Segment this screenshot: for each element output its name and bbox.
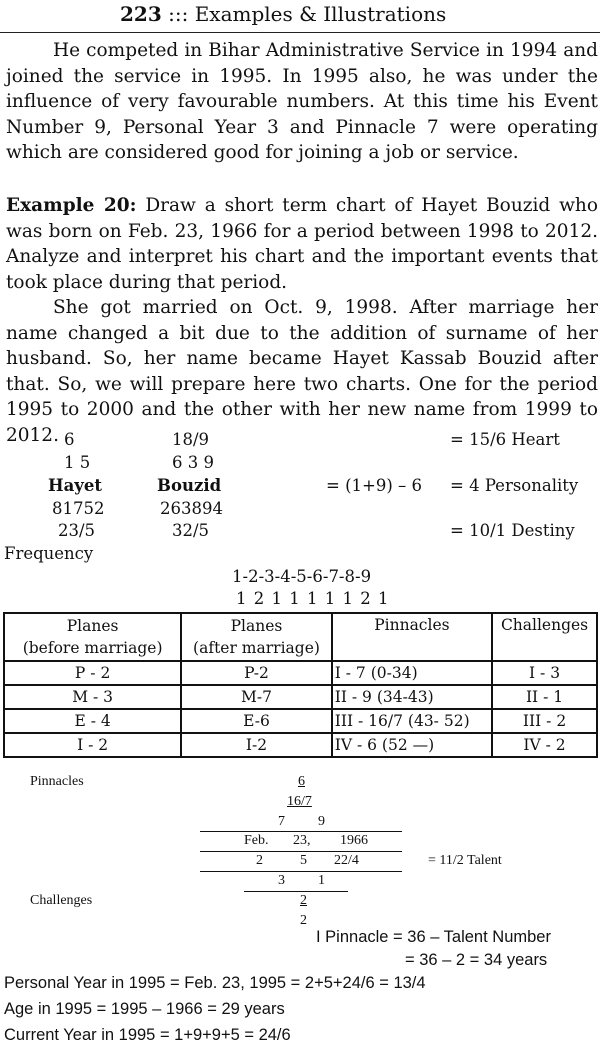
- paragraph-2-text: She got married on Oct. 9, 1998. After marriage her name changed a bit due to the addition of surname of her husband. So, her name became Hayet Kassab Bouzid after that. So, we will prepare here two charts. One for the period 1995 to 2000 and the other with her new name from 1999 to 2012.: [6, 297, 598, 446]
- heart-first: 6: [64, 430, 75, 449]
- paragraph-1: [6, 38, 598, 166]
- header-text: [120, 2, 446, 26]
- pinnacle-second: 16/7: [287, 794, 312, 809]
- table-cell: I - 7 (0-34): [332, 661, 492, 685]
- planes-table: [3, 612, 598, 758]
- digits-first: 81752: [52, 499, 105, 518]
- reduced-month: 2: [256, 853, 263, 868]
- table-cell: I - 3: [492, 661, 597, 685]
- divider-line: [200, 831, 402, 832]
- table-row: [4, 733, 597, 757]
- destiny-result: = 10/1 Destiny: [450, 521, 575, 540]
- example-20-text: [6, 193, 598, 295]
- table-cell: M - 3: [4, 685, 181, 709]
- page-number: 223: [120, 2, 162, 26]
- frequency-numbers: 1-2-3-4-5-6-7-8-9: [232, 567, 372, 586]
- table-row: [4, 709, 597, 733]
- reduced-year: 22/4: [334, 853, 359, 868]
- divider-line: [200, 851, 402, 852]
- challenge-first-right: 1: [318, 873, 325, 888]
- first-name: Hayet: [48, 476, 102, 495]
- pinnacle-third-right: 9: [318, 814, 325, 829]
- pinnacles-label: Pinnacles: [30, 774, 84, 789]
- vowels-first: 1 5: [64, 453, 91, 472]
- pinnacle-note-2: = 36 – 2 = 34 years: [405, 951, 548, 969]
- table-row: [4, 685, 597, 709]
- table-header-row: [4, 613, 597, 661]
- personality-calc: = (1+9) – 6: [326, 476, 423, 495]
- talent-result: = 11/2 Talent: [428, 853, 502, 868]
- table-cell: E - 4: [4, 709, 181, 733]
- example-body: Draw a short term chart of Hayet Bouzid who was born on Feb. 23, 1966 for a period between 1998 to 2012. Analyze and interpret his chart and the important events that took place during that period.: [6, 195, 598, 293]
- divider-line: [244, 891, 348, 892]
- table-cell: P-2: [181, 661, 331, 685]
- date-year: 1966: [340, 833, 368, 848]
- challenges-label: Challenges: [30, 893, 93, 908]
- table-cell: M-7: [181, 685, 331, 709]
- header-planes-before: Planes (before marriage): [4, 613, 181, 661]
- table-cell: I - 2: [4, 733, 181, 757]
- header-planes-after: Planes (after marriage): [181, 613, 331, 661]
- digits-last: 263894: [160, 499, 223, 518]
- date-month: Feb.: [244, 833, 269, 848]
- heart-result: = 15/6 Heart: [450, 430, 560, 449]
- table-cell: IV - 2: [492, 733, 597, 757]
- frequency-label: Frequency: [4, 544, 94, 563]
- vowels-last: 6 3 9: [172, 453, 214, 472]
- pinnacle-note-1: I Pinnacle = 36 – Talent Number: [316, 928, 551, 946]
- calc-age: Age in 1995 = 1995 – 1966 = 29 years: [4, 1000, 285, 1018]
- table-cell: II - 1: [492, 685, 597, 709]
- header-challenges: Challenges: [492, 613, 597, 661]
- table-cell: III - 2: [492, 709, 597, 733]
- personality-result: = 4 Personality: [450, 476, 579, 495]
- example-20: [6, 193, 598, 448]
- table-cell: I-2: [181, 733, 331, 757]
- page-header: [0, 0, 600, 33]
- table-cell: IV - 6 (52 —): [332, 733, 492, 757]
- example-label: Example 20:: [6, 195, 137, 216]
- table-row: [4, 661, 597, 685]
- destiny-last: 32/5: [172, 521, 210, 540]
- reduced-day: 5: [300, 853, 307, 868]
- header-separator: :::: [168, 2, 189, 26]
- heart-last: 18/9: [172, 430, 210, 449]
- pinnacle-third-left: 7: [278, 814, 285, 829]
- header-pinnacles: Pinnacles: [332, 613, 492, 661]
- challenge-third: 2: [300, 913, 307, 928]
- pinnacle-top: 6: [298, 774, 305, 789]
- table-cell: III - 16/7 (43- 52): [332, 709, 492, 733]
- date-day: 23,: [293, 833, 311, 848]
- destiny-first: 23/5: [58, 521, 96, 540]
- frequency-counts: 1 2 1 1 1 1 1 2 1: [236, 589, 390, 608]
- challenge-first-left: 3: [278, 873, 285, 888]
- table-cell: P - 2: [4, 661, 181, 685]
- calc-current-year: Current Year in 1995 = 1+9+9+5 = 24/6: [4, 1026, 291, 1044]
- divider-line: [200, 871, 402, 872]
- calc-personal-year: Personal Year in 1995 = Feb. 23, 1995 = 2+5+24/6 = 13/4: [4, 974, 426, 992]
- table-cell: E-6: [181, 709, 331, 733]
- paragraph-1-text: He competed in Bihar Administrative Service in 1994 and joined the service in 1995. In 1995 also, he was under the influence of very favourable numbers. At this time his Event Number 9, Personal Year 3 and Pinnacle 7 were operating which are considered good for joining a job or service.: [6, 40, 598, 163]
- header-title: Examples & Illustrations: [194, 2, 447, 26]
- last-name: Bouzid: [157, 476, 222, 495]
- challenge-second: 2: [300, 893, 307, 908]
- table-cell: II - 9 (34-43): [332, 685, 492, 709]
